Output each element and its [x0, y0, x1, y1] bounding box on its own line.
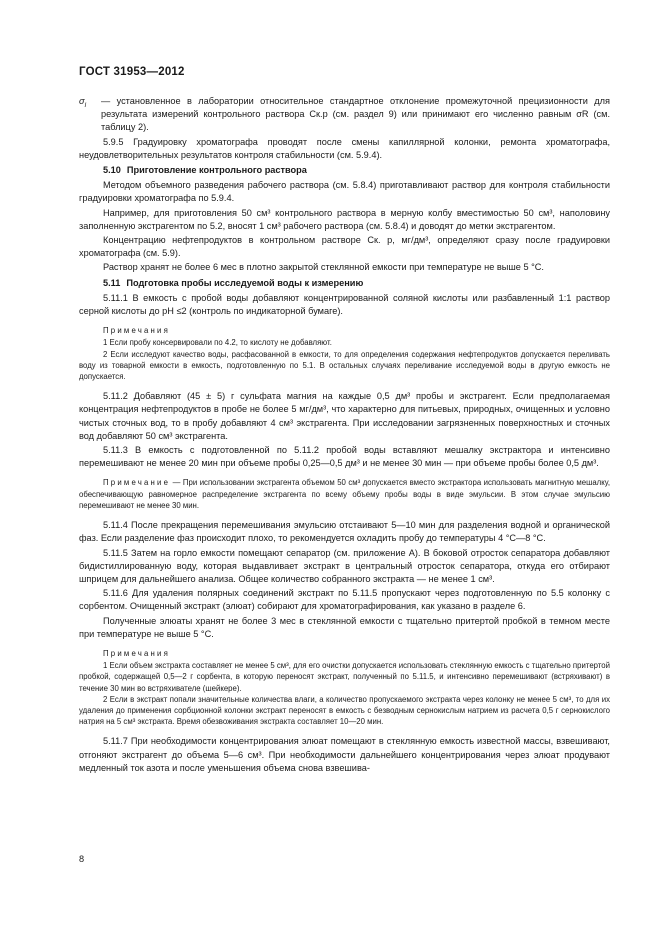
note-item: 1 Если пробу консервировали по 4.2, то кислоту не добавляют.: [103, 338, 332, 348]
paragraph-5-11-7: 5.11.7 При необходимости концентрирования элюат помещают в стеклянную емкость известной массы, взвешивают, отгоняют экстрагент до объема 5—6 см³. При необходимости дальнейшего концентрирования через элюат продувают медленный ток азота и после уменьшения объема снова взвешива-: [79, 736, 610, 773]
paragraph-5-11-4: 5.11.4 После прекращения перемешивания эмульсию отстаивают 5—10 мин для разделения водной и органической фаз. Если разделение фаз происходит плохо, то рекомендуется охладить пробу до температуры 4 °С—8 °С.: [79, 520, 610, 544]
paragraph: Методом объемного разведения рабочего раствора (см. 5.8.4) приготавливают раствор для контроля стабильности градуировки хроматографа по 5.9.4.: [79, 180, 610, 204]
note-item: 2 Если исследуют качество воды, расфасованной в емкости, то для определения содержания нефтепродуктов допускается переливать воду из товарной емкости в емкость, подготовленную по 5.1. В остальных случаях переливание исследуемой воды в другую емкость не допускается.: [79, 349, 610, 382]
document-body: [79, 95, 610, 776]
note-item: 1 Если объем экстракта составляет не менее 5 см³, для его очистки допускается использовать стеклянную емкость с тщательно притертой пробкой, содержащей 0,5—2 г сорбента, в которую переносят экстракт, полученный по 5.11.5, и интенсивно перемешивают (встряхивают) в течение 30 мин во встряхивателе (шейкере).: [79, 661, 610, 693]
paragraph-5-9-5: 5.9.5 Градуировку хроматографа проводят после смены капиллярной колонки, ремонта хроматографа, неудовлетворительных результатов контроля стабильности (см. 5.9.4).: [79, 136, 610, 160]
notes-title: Примечания: [103, 326, 171, 336]
section-number: 5.10: [103, 165, 121, 176]
note-text: — При использовании экстрагента объемом 50 см³ допускается вместо экстрактора использовать магнитную мешалку, обеспечивающую равномерное распределение экстрагента по всему объему пробы воды в виде эмульсии. В этом случае эмульсию перемешивают не менее 30 мин.: [79, 478, 611, 510]
paragraph-storage: Раствор хранят не более 6 мес в плотно закрытой стеклянной емкости при температуре не выше 5 °С.: [103, 262, 544, 273]
section-heading-5-10: [79, 164, 610, 177]
section-title: Приготовление контрольного раствора: [126, 165, 307, 176]
sigma-definition: [79, 95, 610, 135]
paragraph-5-11-1: 5.11.1 В емкость с пробой воды добавляют концентрированной соляной кислоты или разбавленный 1:1 раствор серной кислоты до рН ≤2 (контроль по индикаторной бумаге).: [79, 292, 610, 317]
inline-note: [79, 477, 610, 511]
notes-block: [79, 325, 610, 382]
section-heading-5-11: [79, 277, 610, 290]
notes-title: Примечания: [103, 648, 171, 658]
paragraph: Концентрацию нефтепродуктов в контрольном растворе Cк. р, мг/дм³, определяют сразу после градуировки хроматографа (см. 5.9).: [79, 235, 610, 259]
paragraph-5-11-3: 5.11.3 В емкость с подготовленной по 5.11.2 пробой воды вставляют мешалку экстрактора и интенсивно перемешивают не менее 20 мин при объеме пробы 0,25—0,5 дм³ и не менее 30 мин — при объеме пробы более 0,5 дм³.: [79, 445, 610, 469]
sigma-symbol: $\sigma_I$: [79, 96, 87, 109]
note-label: Примечание: [103, 478, 171, 488]
section-number: 5.11: [103, 277, 121, 288]
note-item: 2 Если в экстракт попали значительные количества влаги, а количество пропускаемого экстракта через колонку не менее 5 см³, то для их удаления до применения сорбционной колонки экстракт переносят в емкость с безводным сернокислым натрием из расчета 0,5 г сернокислого натрия на 5 см³ экстракта. Время обезвоживания экстракта составляет 10—20 мин.: [79, 694, 610, 727]
standard-header: ГОСТ 31953—2012: [79, 66, 185, 78]
paragraph-5-11-6: 5.11.6 Для удаления полярных соединений экстракт по 5.11.5 пропускают через подготовленную по 5.5 колонку с сорбентом. Очищенный экстракт (элюат) собирают для хроматографирования, как указано в разделе 6.: [79, 588, 610, 612]
notes-block: [79, 648, 610, 727]
paragraph-5-11-5: 5.11.5 Затем на горло емкости помещают сепаратор (см. приложение А). В боковой отросток сепаратора добавляют бидистиллированную воду, которая выдавливает экстракт в центральный отросток сепаратора, откуда его отбирают шприцем для дальнейшего анализа. Общее количество собранного экстракта — не менее 1 см³.: [79, 547, 610, 584]
page-number: 8: [79, 854, 85, 864]
paragraph-example: Например, для приготовления 50 см³ контрольного раствора в мерную колбу вместимостью 50 см³, наполовину заполненную экстрагентом по 5.2, вносят 1 см³ рабочего раствора (см. 5.8.4) и доводят до метки экстрагентом.: [79, 207, 610, 231]
paragraph-5-11-2: 5.11.2 Добавляют (45 ± 5) г сульфата магния на каждые 0,5 дм³ пробы и экстрагент. Если предполагаемая концентрация нефтепродуктов в пробе не более 5 мг/дм³, что характерно для питьевых, природных, очищенных и условно чистых сточных вод, то в пробу добавляют 4 см³ экстрагента. При исследовании загрязненных поверхностных и сточных вод добавляют 50 см³ экстрагента.: [79, 391, 610, 441]
paragraph-eluate-storage: Полученные элюаты хранят не более 3 мес в стеклянной емкости с тщательно притертой пробкой в темном месте при температуре не выше 5 °С.: [79, 615, 610, 639]
section-title: Подготовка пробы исследуемой воды к измерению: [126, 277, 364, 288]
sigma-definition-text: — установленное в лаборатории относительное стандартное отклонение промежуточной прецизионности для результата измерений контрольного раствора Cк.р (см. раздел 9) или принимают его численно равным σR (см. таблицу 2).: [101, 96, 610, 133]
